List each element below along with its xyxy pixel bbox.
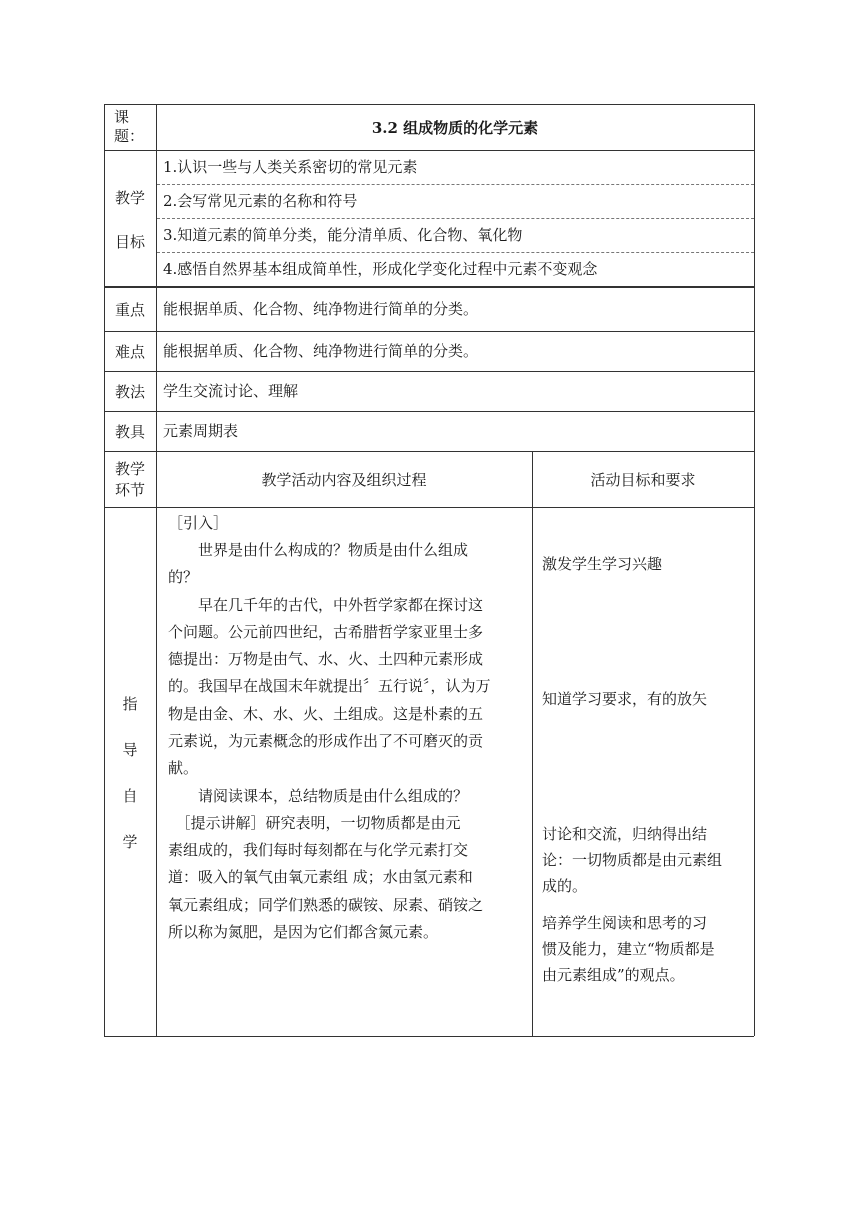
content-line: 所以称为氮肥，是因为它们都含氮元素。 [168, 923, 439, 941]
table-right-border [754, 104, 755, 1036]
column-divider [156, 104, 157, 1036]
content-line: 元素说，为元素概念的形成作出了不可磨灭的贡 [168, 732, 484, 750]
goal-line: 惯及能力，建立“物质都是 [542, 940, 715, 958]
key-point-label: 重点 [114, 301, 145, 319]
goal-line: 讨论和交流，归纳得出结 [542, 825, 708, 843]
goal-line: 论：一切物质都是由元素组 [542, 851, 723, 869]
content-line: 氧元素组成；同学们熟悉的碳铵、尿素、硝铵之 [168, 896, 484, 914]
dashed-divider [157, 252, 754, 253]
content-header: 教学活动内容及组织过程 [261, 471, 427, 489]
row-divider [104, 331, 754, 332]
row-divider [104, 451, 754, 452]
objective-item: 4.感悟自然界基本组成简单性，形成化学变化过程中元素不变观念 [163, 260, 598, 278]
content-line: ［引入］ [168, 514, 229, 532]
difficulty-label: 难点 [114, 343, 145, 361]
stage-char: 指 [122, 695, 138, 713]
stage-header-line2: 环节 [114, 481, 145, 499]
objective-item: 3.知道元素的简单分类，能分清单质、化合物、氧化物 [163, 226, 523, 244]
method-label: 教法 [114, 383, 145, 401]
content-line: 献。 [168, 759, 199, 777]
objective-item: 1.认识一些与人类关系密切的常见元素 [163, 158, 418, 176]
stage-char: 学 [122, 833, 138, 851]
content-line: 道：吸入的氧气由氧元素组 成；水由氢元素和 [168, 868, 473, 886]
difficulty-value: 能根据单质、化合物、纯净物进行简单的分类。 [163, 342, 479, 360]
objectives-label-line2: 目标 [114, 233, 145, 251]
dashed-divider [157, 218, 754, 219]
tools-value: 元素周期表 [163, 422, 239, 440]
objective-item: 2.会写常见元素的名称和符号 [163, 192, 358, 210]
page-title: 3.2 组成物质的化学元素 [371, 119, 539, 137]
content-line: 的。我国早在战国末年就提出〞五行说〞，认为万 [168, 677, 491, 695]
objectives-label-line1: 教学 [114, 189, 145, 207]
row-divider [104, 150, 754, 151]
row-divider [104, 507, 754, 508]
content-line: 世界是由什么构成的？物质是由什么组成 [168, 541, 469, 559]
goal-line: 激发学生学习兴趣 [542, 555, 663, 573]
tools-label: 教具 [114, 423, 145, 441]
course-label: 课题： [114, 108, 145, 145]
content-line: 早在几千年的古代，中外哲学家都在探讨这 [168, 596, 484, 614]
goal-line: 培养学生阅读和思考的习 [542, 914, 708, 932]
content-line: 素组成的，我们每时每刻都在与化学元素打交 [168, 841, 469, 859]
column-divider [532, 451, 533, 1036]
row-divider [104, 286, 754, 288]
content-line: 物是由金、木、水、火、土组成。这是朴素的五 [168, 705, 484, 723]
table-top-border [104, 104, 754, 105]
goal-header: 活动目标和要求 [590, 471, 696, 489]
stage-header-line1: 教学 [114, 460, 145, 478]
row-divider [104, 411, 754, 412]
method-value: 学生交流讨论、理解 [163, 382, 299, 400]
content-line: 的？ [168, 568, 199, 586]
content-line: ［提示讲解］研究表明，一切物质都是由元 [168, 814, 461, 832]
stage-char: 自 [122, 787, 138, 805]
row-divider [104, 371, 754, 372]
dashed-divider [157, 184, 754, 185]
goal-line: 成的。 [542, 877, 588, 895]
content-line: 个问题。公元前四世纪，古希腊哲学家亚里士多 [168, 623, 484, 641]
key-point-value: 能根据单质、化合物、纯净物进行简单的分类。 [163, 300, 479, 318]
table-bottom-border [104, 1036, 754, 1037]
goal-line: 由元素组成”的观点。 [542, 966, 685, 984]
goal-line: 知道学习要求，有的放矢 [542, 690, 708, 708]
content-line: 请阅读课本，总结物质是由什么组成的？ [168, 787, 469, 805]
stage-char: 导 [122, 741, 138, 759]
content-line: 德提出：万物是由气、水、火、土四种元素形成 [168, 650, 484, 668]
